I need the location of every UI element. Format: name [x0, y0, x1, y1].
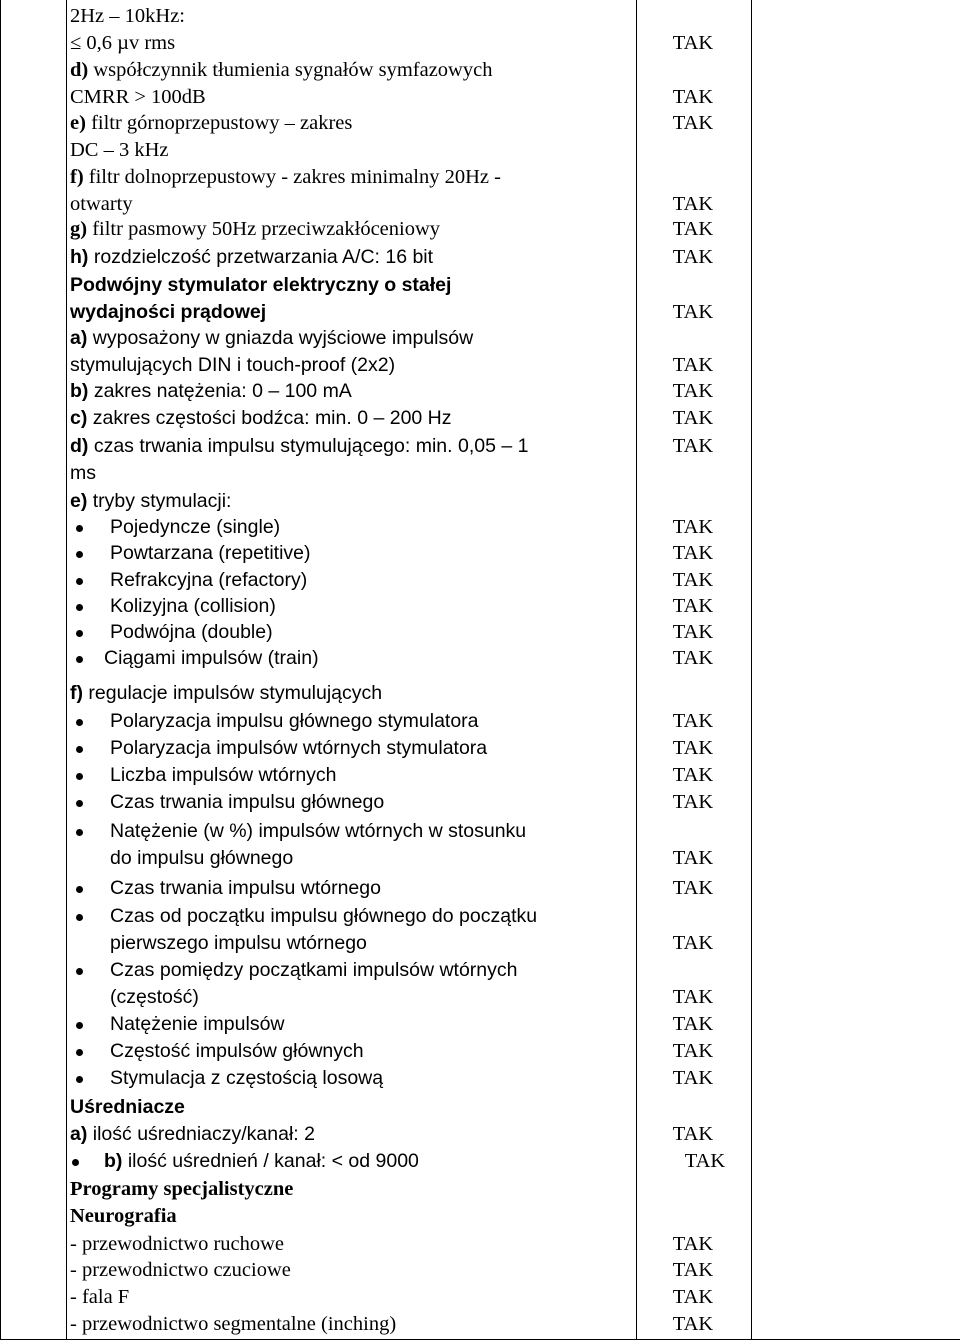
row-text	[70, 1231, 635, 1258]
row-text	[110, 1065, 635, 1092]
compliance-mark: TAK	[672, 1286, 714, 1308]
compliance-mark: TAK	[672, 112, 714, 134]
compliance-mark: TAK	[672, 516, 714, 538]
text-line: stymulujących DIN i touch-proof (2x2)	[70, 354, 396, 376]
text-line: do impulsu głównego	[110, 847, 294, 869]
row-text	[70, 405, 635, 432]
compliance-mark: TAK	[672, 569, 714, 591]
row-text	[70, 110, 635, 164]
compliance-mark: TAK	[672, 246, 714, 268]
text-line: filtr górnoprzepustowy – zakres	[91, 112, 353, 134]
row-text	[70, 1311, 635, 1338]
row-text	[70, 1176, 635, 1203]
row-text	[70, 680, 635, 707]
compliance-mark: TAK	[672, 986, 714, 1008]
compliance-mark: TAK	[672, 932, 714, 954]
row-text	[70, 3, 635, 57]
item-label: h)	[70, 246, 89, 268]
bullet-icon	[76, 719, 83, 726]
text-line: - przewodnictwo segmentalne (inching)	[70, 1313, 397, 1335]
bullet-icon	[76, 1049, 83, 1056]
row-text	[70, 216, 635, 243]
row-text	[70, 1203, 635, 1230]
text-line: Refrakcyjna (refactory)	[110, 569, 308, 591]
item-label: d)	[70, 59, 89, 81]
row-text	[70, 244, 635, 271]
text-line: CMRR > 100dB	[70, 86, 206, 108]
compliance-mark: TAK	[672, 193, 714, 215]
text-line: - przewodnictwo ruchowe	[70, 1233, 285, 1255]
text-line: Polaryzacja impulsów wtórnych stymulatora	[110, 737, 488, 759]
item-label: e)	[70, 112, 86, 134]
text-line: Neurografia	[70, 1205, 177, 1227]
text-line: wydajności prądowej	[70, 301, 267, 323]
text-line: ms	[70, 462, 96, 484]
text-line: Kolizyjna (collision)	[110, 595, 276, 617]
compliance-mark: TAK	[672, 354, 714, 376]
row-text	[110, 1038, 635, 1065]
text-line: czas trwania impulsu stymulującego: min. 0,05 – 1	[93, 435, 529, 457]
row-text	[110, 903, 635, 957]
compliance-mark: TAK	[684, 1150, 726, 1172]
text-line: 2Hz – 10kHz:	[70, 5, 186, 27]
table-border-left	[0, 0, 1, 1340]
text-line: Natężenie impulsów	[110, 1013, 285, 1035]
bullet-icon	[76, 578, 83, 585]
bullet-icon	[76, 746, 83, 753]
bullet-icon	[76, 525, 83, 532]
text-line: Liczba impulsów wtórnych	[110, 764, 337, 786]
row-text	[110, 540, 635, 567]
text-line: zakres częstości bodźca: min. 0 – 200 Hz	[92, 407, 452, 429]
bullet-icon	[76, 886, 83, 893]
item-label: c)	[70, 407, 88, 429]
row-text	[110, 708, 635, 735]
row-text	[70, 164, 635, 218]
row-text	[110, 593, 635, 620]
compliance-mark: TAK	[672, 1233, 714, 1255]
item-label: a)	[70, 327, 88, 349]
bullet-icon	[76, 551, 83, 558]
row-text	[70, 325, 635, 379]
text-line: otwarty	[70, 193, 133, 215]
item-label: f)	[70, 166, 84, 188]
row-text	[70, 378, 635, 405]
item-label: e)	[70, 490, 88, 512]
text-line: Podwójna (double)	[110, 621, 273, 643]
row-text	[110, 735, 635, 762]
bullet-icon	[76, 829, 83, 836]
row-text	[70, 488, 635, 515]
text-line: filtr pasmowy 50Hz przeciwzakłóceniowy	[92, 218, 441, 240]
text-line: Polaryzacja impulsu głównego stymulatora	[110, 710, 479, 732]
bullet-icon	[72, 1159, 79, 1166]
text-line: rozdzielczość przetwarzania A/C: 16 bit	[93, 246, 434, 268]
compliance-mark: TAK	[672, 621, 714, 643]
item-label: g)	[70, 218, 88, 240]
text-line: zakres natężenia: 0 – 100 mA	[93, 380, 352, 402]
row-text	[110, 514, 635, 541]
text-line: ilość uśredniaczy/kanał: 2	[92, 1123, 315, 1145]
row-text	[70, 1284, 635, 1311]
text-line: wyposażony w gniazda wyjściowe impulsów	[92, 327, 474, 349]
compliance-mark: TAK	[672, 737, 714, 759]
table-column-divider	[636, 0, 637, 1340]
compliance-mark: TAK	[672, 1013, 714, 1035]
text-line: Stymulacja z częstością losową	[110, 1067, 384, 1089]
text-line: ilość uśrednień / kanał: < od 9000	[127, 1150, 419, 1172]
row-text	[110, 789, 635, 816]
compliance-mark: TAK	[672, 407, 714, 429]
bullet-icon	[76, 604, 83, 611]
text-line: Natężenie (w %) impulsów wtórnych w stosunku	[110, 820, 527, 842]
text-line: (częstość)	[110, 986, 199, 1008]
text-line: Czas trwania impulsu głównego	[110, 791, 385, 813]
text-line: - przewodnictwo czuciowe	[70, 1259, 291, 1281]
compliance-mark: TAK	[672, 710, 714, 732]
text-line: regulacje impulsów stymulujących	[88, 682, 383, 704]
text-line: Czas trwania impulsu wtórnego	[110, 877, 381, 899]
row-text	[104, 645, 629, 672]
row-text	[70, 272, 635, 326]
text-line: ≤ 0,6 µv rms	[70, 32, 176, 54]
compliance-mark: TAK	[672, 435, 714, 457]
compliance-mark: TAK	[672, 1040, 714, 1062]
row-text	[70, 1121, 635, 1148]
row-text	[110, 567, 635, 594]
compliance-mark: TAK	[672, 877, 714, 899]
bullet-icon	[76, 968, 83, 975]
bullet-icon	[76, 800, 83, 807]
row-text	[70, 1257, 635, 1284]
row-text	[110, 957, 635, 1011]
text-line: tryby stymulacji:	[92, 490, 232, 512]
item-label: d)	[70, 435, 89, 457]
text-line: Programy specjalistyczne	[70, 1178, 294, 1200]
row-text	[110, 1011, 635, 1038]
row-text	[110, 818, 635, 872]
compliance-mark: TAK	[672, 218, 714, 240]
compliance-mark: TAK	[672, 791, 714, 813]
compliance-mark: TAK	[672, 301, 714, 323]
text-line: Uśredniacze	[70, 1096, 185, 1118]
item-label: b)	[70, 380, 89, 402]
text-line: - fala F	[70, 1286, 130, 1308]
table-column-divider	[751, 0, 752, 1340]
text-line: DC – 3 kHz	[70, 139, 169, 161]
text-line: filtr dolnoprzepustowy - zakres minimalny 20Hz -	[88, 166, 501, 188]
compliance-mark: TAK	[672, 86, 714, 108]
row-text	[70, 433, 635, 487]
bullet-icon	[76, 630, 83, 637]
text-line: pierwszego impulsu wtórnego	[110, 932, 367, 954]
text-line: Podwójny stymulator elektryczny o stałej	[70, 274, 452, 296]
row-text	[70, 57, 635, 111]
compliance-mark: TAK	[672, 32, 714, 54]
row-text	[110, 762, 635, 789]
compliance-mark: TAK	[672, 1067, 714, 1089]
bullet-icon	[76, 1076, 83, 1083]
compliance-mark: TAK	[672, 647, 714, 669]
compliance-mark: TAK	[672, 1259, 714, 1281]
text-line: Powtarzana (repetitive)	[110, 542, 311, 564]
bullet-icon	[76, 914, 83, 921]
text-line: Czas pomiędzy początkami impulsów wtórnych	[110, 959, 518, 981]
bullet-icon	[76, 1022, 83, 1029]
compliance-mark: TAK	[672, 380, 714, 402]
text-line: Częstość impulsów głównych	[110, 1040, 364, 1062]
table-column-divider	[66, 0, 67, 1340]
text-line: Czas od początku impulsu głównego do początku	[110, 905, 538, 927]
compliance-mark: TAK	[672, 542, 714, 564]
bullet-icon	[76, 773, 83, 780]
item-label: f)	[70, 682, 83, 704]
text-line: współczynnik tłumienia sygnałów symfazowych	[93, 59, 493, 81]
row-text	[70, 1094, 635, 1121]
row-text	[110, 619, 635, 646]
bullet-icon	[76, 656, 83, 663]
text-line: Ciągami impulsów (train)	[104, 647, 319, 669]
compliance-mark: TAK	[672, 764, 714, 786]
text-line: Pojedyncze (single)	[110, 516, 281, 538]
row-text	[110, 875, 635, 902]
item-label: a)	[70, 1123, 88, 1145]
compliance-mark: TAK	[672, 1123, 714, 1145]
compliance-mark: TAK	[672, 595, 714, 617]
compliance-mark: TAK	[672, 1313, 714, 1335]
compliance-mark: TAK	[672, 847, 714, 869]
row-text	[104, 1148, 634, 1175]
item-label: b)	[104, 1150, 123, 1172]
